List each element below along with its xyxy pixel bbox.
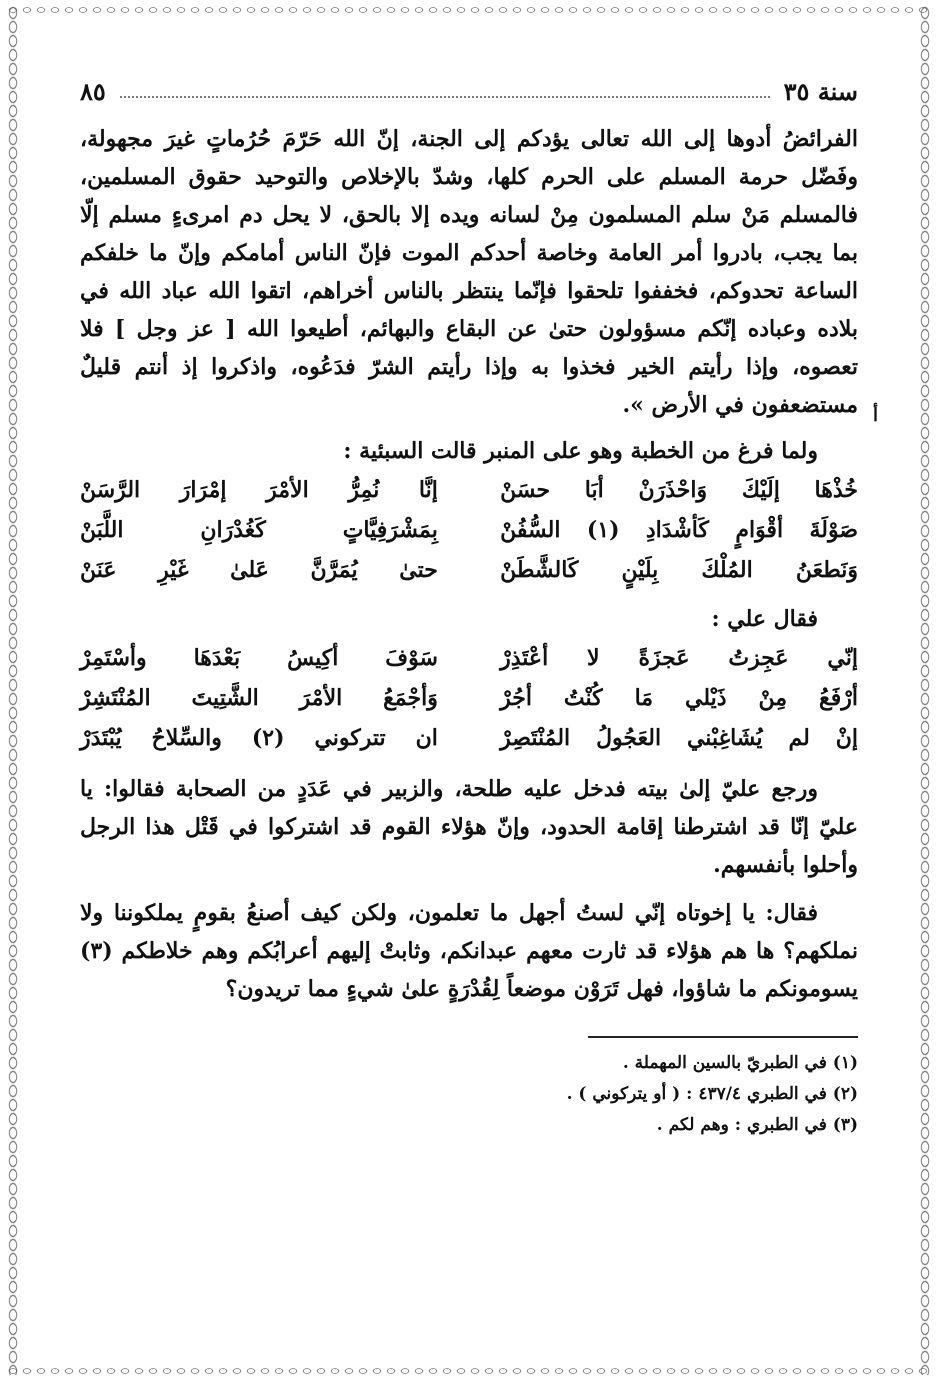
verse-line — [80, 510, 858, 550]
page-number: ٨٥ — [80, 77, 106, 106]
running-title: سنة ٣٥ — [783, 77, 858, 106]
poem-saba — [80, 470, 858, 590]
ali-intro: فقال علي : — [711, 606, 818, 632]
verse-line — [80, 678, 858, 718]
narrative-paragraph: ورجع عليّ إلىٰ بيته فدخل عليه طلحة، والزبير في عَدَدٍ من الصحابة فقالوا: يا عليّ إنّا قد اشترطنا إقامة الحدود، وإنّ هؤلاء القوم قد اشتركوا في قَتْل هذا الرجل وأحلوا بأنفسهم. — [80, 776, 858, 878]
verse-line — [80, 718, 858, 758]
verse-first-hemistich: خُذْهَا إلَيْكَ وَاحْذَرَنْ أبَا حسَنْ — [500, 477, 858, 503]
verse-second-hemistich: بِمَشْرَفِيَّاتٍ كَغُدْرَانِ اللَّبَنْ — [80, 517, 438, 543]
saba-intro: ولما فرغ من الخطبة وهو على المنبر قالت السبئية : — [343, 438, 818, 464]
header-dotted-rule — [120, 96, 770, 98]
verse-line — [80, 470, 858, 510]
verse-second-hemistich: حتىٰ يُمَرَّنَّ عَلىٰ غَيْرِ عَنَنْ — [80, 557, 438, 583]
footnote: (٣) في الطبري : وهم لكم . — [656, 1115, 858, 1135]
verse-line — [80, 638, 858, 678]
verse-second-hemistich: ان تتركوني (٢) والسِّلاحُ يُبْتَدَرْ — [80, 725, 438, 751]
ornamental-border-left — [6, 6, 20, 1375]
footnotes — [80, 1048, 858, 1141]
verse-first-hemistich: صَوْلَةَ أقْوَامٍ كَأشْدَادِ (١) السُّفُنْ — [500, 517, 858, 543]
page-content — [80, 72, 858, 1141]
verse-second-hemistich: إنَّا نُمِرُّ الأمْرَ إمْرَارَ الرَّسَنْ — [80, 477, 438, 503]
verse-line — [80, 550, 858, 590]
sermon-paragraph: الفرائضُ أدوها إلى الله تعالى يؤدكم إلى الجنة، إنّ الله حَرّمَ حُرُماتٍ غيرَ مجهولة، وفَضّل حرمة المسلم على الحرم كلها، وشدّ بالإخلاص والتوحيد حقوق المسلمين، فالمسلم مَنْ سلم المسلمون مِنْ لسانه ويده إلا بالحق، لا يحل دم امرىءٍ مسلم إلّا بما يجب، بادروا أمر العامة وخاصة أحدكم الموت فإنّ الناس أمامكم وإنّ ما خلفكم الساعة تحدوكم، فخففوا تلحقوا فإنّما ينتظر بالناس أخراهم، اتقوا الله عباد الله في بلاده وعباده إنّكم مسؤولون حتىٰ عن البقاع والبهائم، أطيعوا الله [ عز وجل ] فلا تعصوه، وإذا رأيتم الخير فخذوا به وإذا رأيتم الشرّ فدَعُوه، واذكروا إذ أنتم قليلٌ مستضعفون في الأرض ». — [80, 126, 858, 418]
verse-first-hemistich: إنْ لم يُشَاغِبْني العَجُولُ المُنْتَصِرْ — [500, 725, 858, 751]
poem-ali — [80, 638, 858, 758]
margin-mark: أ — [872, 405, 878, 426]
footnote-separator — [588, 1036, 858, 1038]
ornamental-border-bottom — [6, 1365, 932, 1377]
verse-first-hemistich: وَنَطعَنُ المُلْكَ بِلَيْنٍ كَالشَّطَنْ — [500, 557, 858, 583]
ornamental-border-top — [6, 4, 932, 16]
verse-first-hemistich: إنّي عَجِزتُ عَجزَةً لا أعْتَذِرْ — [500, 645, 858, 671]
ornamental-border-right — [918, 6, 932, 1375]
footnote: (١) في الطبريّ بالسين المهملة . — [622, 1053, 858, 1073]
narrative-paragraph: فقال: يا إخوتاه إنّي لستُ أجهل ما تعلمون، ولكن كيف أصنعُ بقومٍ يملكوننا ولا نملكهم؟ ها هم هؤلاء قد ثارت معهم عبدانكم، وثابتْ إليهم أعرابُكم وهم خلاطكم (٣) يسومونكم ما شاؤوا، فهل تَرَوْن موضعاً لِقُدْرَةٍ علىٰ شيءٍ مما تريدون؟ — [80, 900, 858, 1002]
page-header — [80, 72, 858, 106]
verse-second-hemistich: سَوْفَ أكِيسُ بَعْدَهَا وأسْتَمِرْ — [80, 645, 438, 671]
verse-second-hemistich: وَأجْمَعُ الأمْرَ الشَّتِيتَ المُنْتَشِرْ — [80, 685, 438, 711]
footnote: (٢) في الطبري ٤٣٧/٤ : ( أو يتركوني ) . — [566, 1084, 858, 1104]
verse-first-hemistich: أرْفَعُ مِنْ ذَيْلي مَا كُنْتُ أجُرْ — [500, 685, 858, 711]
